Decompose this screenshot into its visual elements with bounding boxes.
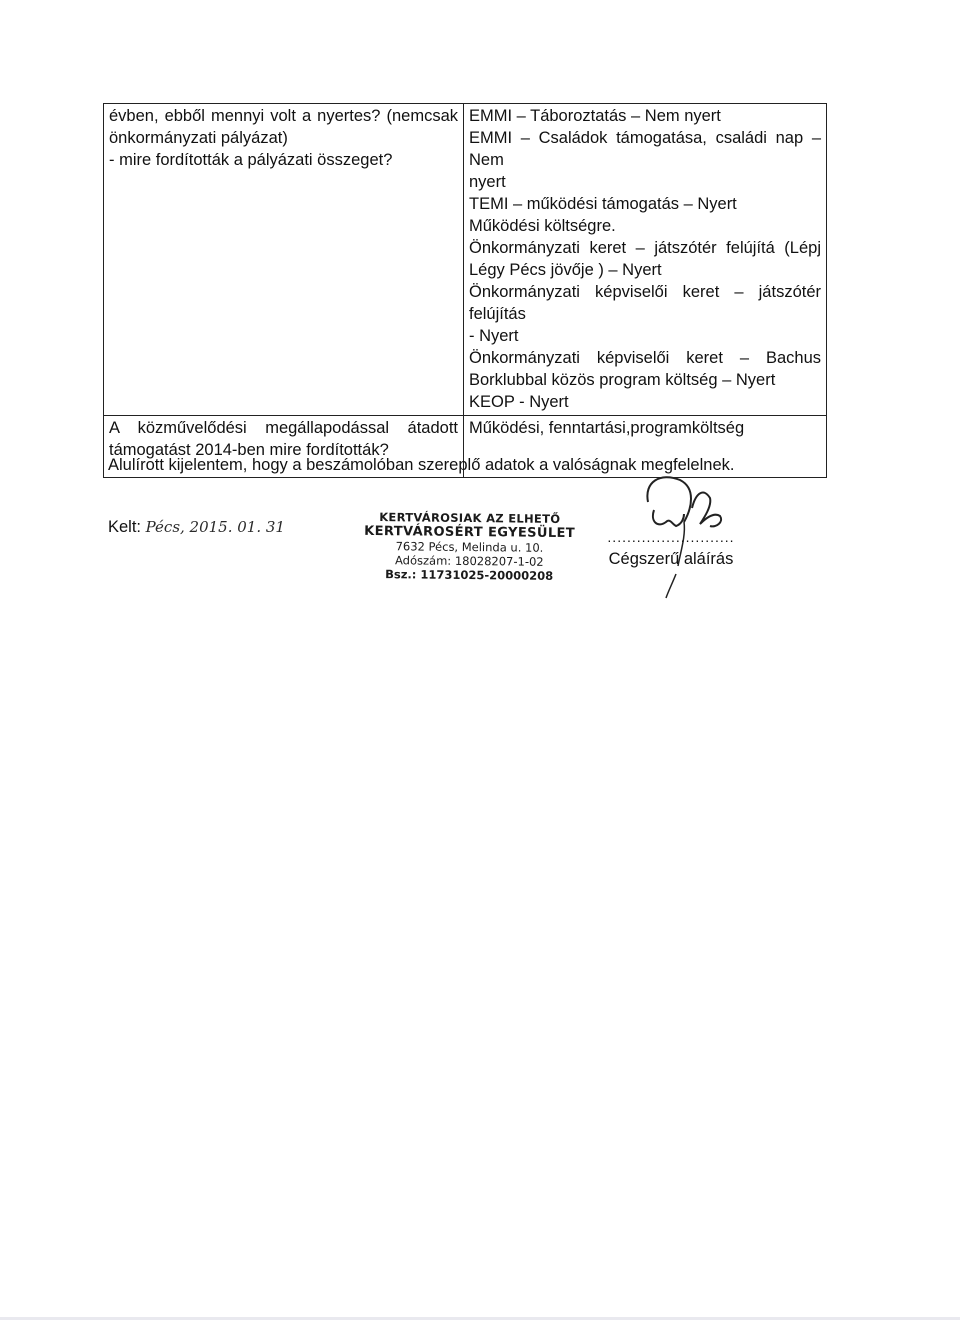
answer-line: KEOP - Nyert xyxy=(469,393,569,411)
question-line: támogatást 2014-ben mire fordították? xyxy=(109,441,389,459)
signature-label: Cégszerű aláírás xyxy=(608,550,734,568)
answer-line: TEMI – működési támogatás – Nyert xyxy=(469,195,737,213)
answer-line: Működési, fenntartási,programköltség xyxy=(469,419,745,437)
signature-dots: .......................... xyxy=(607,529,735,545)
answer-line: nyert xyxy=(469,173,506,191)
question-line: - mire fordították a pályázati összeget? xyxy=(109,151,393,169)
stamp-line: Adószám: 18028207-1-02 xyxy=(394,553,544,569)
answer-line: Borklubbal közös program költség – Nyert xyxy=(469,371,776,389)
table-row xyxy=(104,104,827,416)
answer-line: EMMI – Táboroztatás – Nem nyert xyxy=(469,107,721,125)
answer-line: Működési költségre. xyxy=(469,217,616,235)
page-bottom-edge xyxy=(0,1317,960,1320)
declaration-text: Alulírott kijelentem, hogy a beszámolóban szereplő adatok a valóságnak megfelelnek. xyxy=(108,456,735,474)
kelt-label: Kelt: xyxy=(108,518,142,536)
stamp-line: 7632 Pécs, Melinda u. 10. xyxy=(395,539,544,555)
stamp-line: KERTVÁROSIAK AZ ELHETŐ xyxy=(379,510,561,526)
question-line: önkormányzati pályázat) xyxy=(109,129,288,147)
date-line xyxy=(108,516,285,538)
organization-stamp xyxy=(362,510,578,583)
handwritten-date: Pécs, 2015. 01. 31 xyxy=(145,518,285,536)
answer-line: Légy Pécs jövője ) – Nyert xyxy=(469,261,662,279)
stamp-line: KERTVÁROSÉRT EGYESÜLET xyxy=(364,523,576,542)
stamp-line: Bsz.: 11731025-20000208 xyxy=(385,567,554,583)
answer-line: Önkormányzati képviselői keret – Bachus xyxy=(469,349,821,367)
answer-line: - Nyert xyxy=(469,327,519,345)
signature-block xyxy=(606,530,736,570)
question-cell xyxy=(104,104,464,416)
question-line: A közművelődési megállapodással átadott xyxy=(109,419,458,437)
report-table xyxy=(103,103,827,478)
answer-line: EMMI – Családok támogatása, családi nap – Nem xyxy=(469,129,821,169)
answer-line: Önkormányzati keret – játszótér felújítá (Lépj xyxy=(469,239,821,257)
answer-cell xyxy=(464,104,827,416)
answer-line: Önkormányzati képviselői keret – játszótér felújítás xyxy=(469,283,821,323)
question-line: évben, ebből mennyi volt a nyertes? (nemcsak xyxy=(109,107,458,125)
